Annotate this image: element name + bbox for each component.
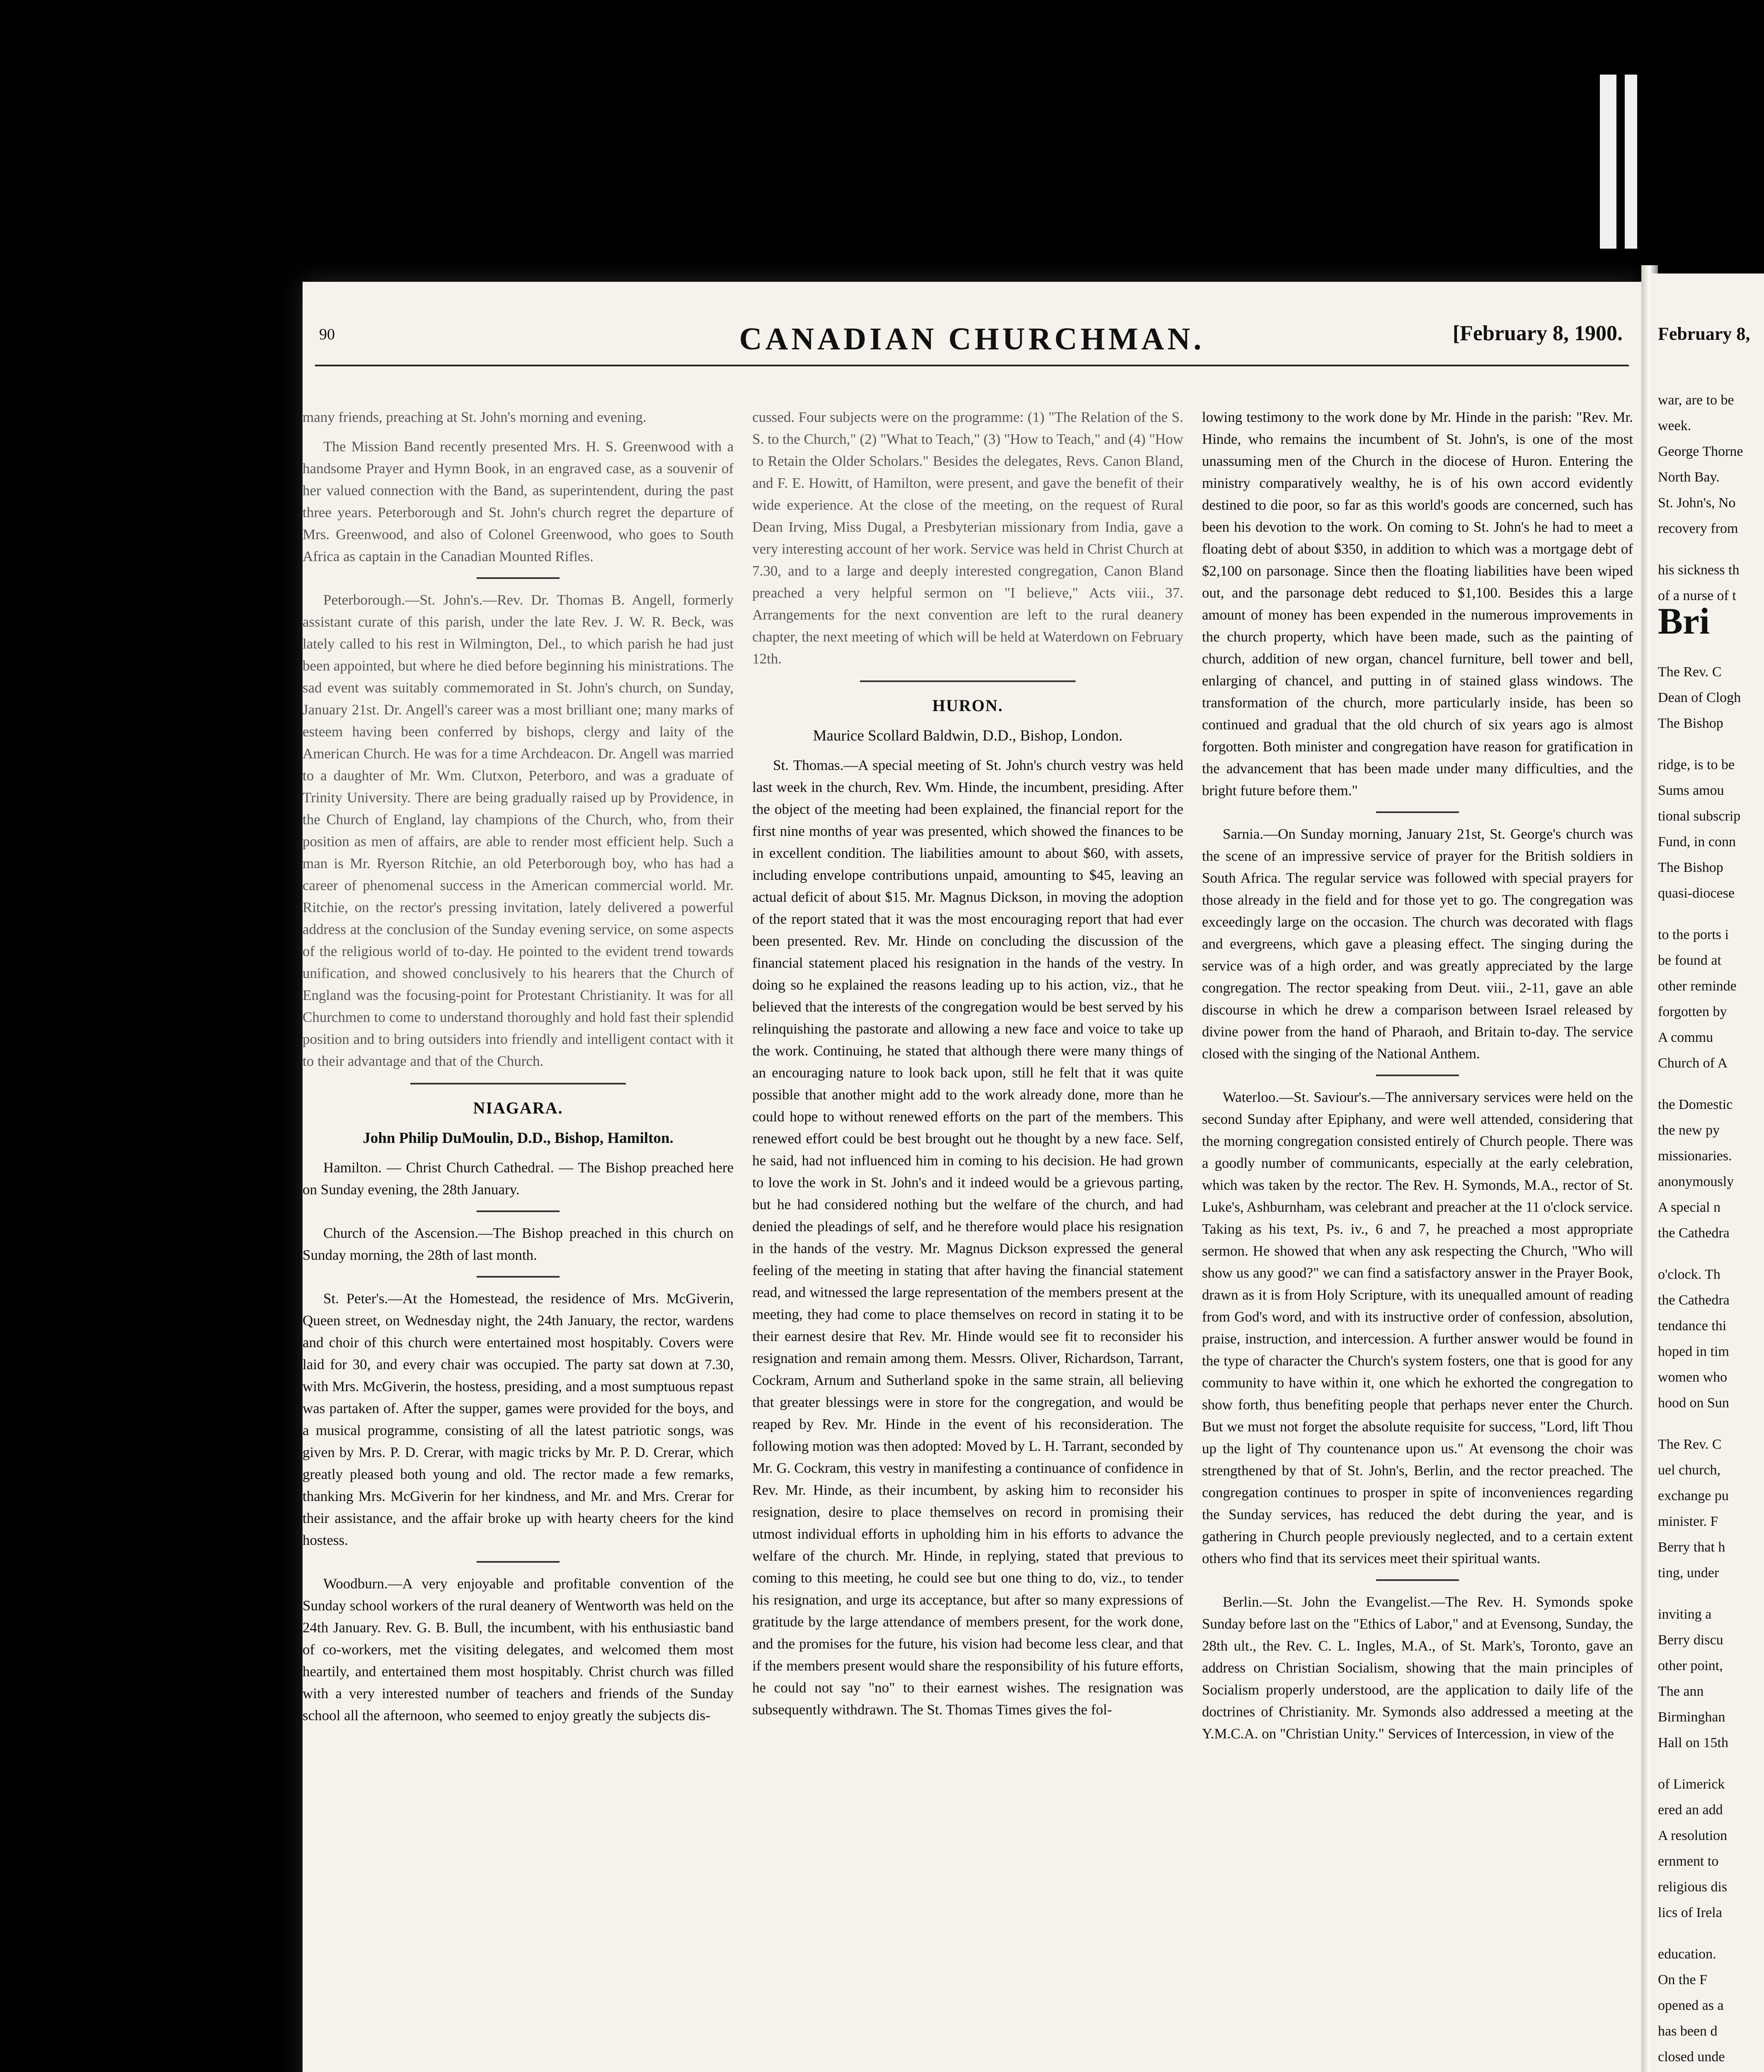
- section-rule: [860, 680, 1076, 682]
- article-paragraph: St. Thomas.—A special meeting of St. John's church vestry was held last week in the church, Rev. Wm. Hinde, the incumbent, presiding. After the object of the meeting had been explained, the financial report for the first nine months of year was presented, which showed the finances to be in excellent condition. The liabilities amount to about $60, with assets, including envelope contributions unpaid, amounting to $45, leaving an actual deficit of about $15. Mr. Magnus Dickson, in moving the adoption of the report stated that it was the most encouraging report that had ever been presented. Rev. Mr. Hinde on concluding the discussion of the financial statement placed his resignation in the hands of the vestry. In doing so he explained the reasons leading up to his action, viz., that he believed that the interests of the congregation would be best served by his relinquishing the pastorate and allowing a new face and voice to take up the work. Continuing, he stated that although there were many things of an encouraging nature to look back upon, still he felt that it was quite possible that another might add to the work already done, more than he could hope to without renewed efforts on the part of the members. This renewed effort could be best brought out he thought by a new face. Self, he said, had not influenced him in coming to his decision. He had grown to love the work in St. John's and it indeed would be a grievous parting, but he had considered nothing but the welfare of the church, and had denied the pleadings of self, and he therefore would place his resignation in the hands of the vestry. Mr. Magnus Dickson expressed the general feeling of the meeting in stating that after having the financial statement read, and witnessed the large representation of the members present at the meeting, they had come to place themselves on record in stating it to be their earnest desire that Rev. Mr. Hinde would see fit to reconsider his resignation and remain among them. Messrs. Oliver, Richardson, Tarrant, Cockram, Arnum and Sutherland spoke in the same strain, all believing that greater blessings were in store for the congregation, and would be reaped by Rev. Mr. Hinde in the event of his reconsideration. The following motion was then adopted: Moved by L. H. Tarrant, seconded by Mr. G. Cockram, this vestry in manifesting a continuance of confidence in Rev. Mr. Hinde, as their incumbent, by asking him to reconsider his resignation, desire to place themselves on record in promising their utmost individual efforts in upholding him in his efforts to advance the welfare of the church. Mr. Hinde, in replying, stated that previous to coming to this meeting, he could see but one thing to do, viz., to tender his resignation, and urge its acceptance, but after so many expressions of gratitude by the large attendance of members present, for the work done, and the promises for the future, his vision had become less clear, and that if the members present would share the responsibility of his future efforts, he could not say "no" to their earnest wishes. The resignation was subsequently withdrawn. The St. Thomas Times gives the fol-: [752, 757, 1184, 1718]
- adjacent-page-line: tendance thi: [1658, 1318, 1727, 1334]
- adjacent-page-line: A commu: [1658, 1030, 1713, 1045]
- adjacent-page-line: war, are to be: [1658, 392, 1734, 408]
- header-rule: [315, 365, 1629, 366]
- adjacent-page-line: opened as a: [1658, 1998, 1724, 2013]
- article-paragraph: lowing testimony to the work done by Mr. Hinde in the parish: "Rev. Mr. Hinde, who remains the incumbent of St. John's, is one of the most unassuming men of the Church in the diocese of Huron. Entering the ministry comparatively wealthy, he is of his own accord evidently destined to die poor, so far as this world's goods are concerned, such has been his devotion to the work. On coming to St. John's he had to meet a floating debt of about $350, in addition to which was a mortgage debt of $2,100 on parsonage. Since then the floating liabilities have been wiped out, and the parsonage debt reduced to $1,100. Besides this a large amount of money has been expended in the numerous improvements in the church property, which have been made, such as the painting of church, addition of new organ, chancel furniture, bell tower and bell, enlarging of chancel, and putting in of stained glass windows. The transformation of the church, more particularly inside, has been so continued and gradual that the old church of six years ago is almost forgotten. Both minister and congregation have reason for gratification in the advancement that has been made under many difficulties, and the bright future before them.": [1202, 409, 1633, 799]
- adjacent-page-line: other point,: [1658, 1658, 1723, 1673]
- section-rule: [410, 1083, 626, 1084]
- article-paragraph: cussed. Four subjects were on the programme: (1) "The Relation of the S. S. to the Church," (2) "What to Teach," (3) "How to Teach," and (4) "How to Retain the Older Scholars." Besides the delegates, Revs. Canon Bland, and F. E. Howitt, of Hamilton, were present, and gave the benefit of their wide experience. At the close of the meeting, on the request of Rural Dean Irving, Miss Dugal, a Presbyterian missionary from India, gave a very interesting account of her work. Service was held in Christ Church at 7.30, and to a large and deeply interested congregation, Canon Bland preached a very helpful sermon on "I believe," Acts viii., 37. Arrangements for the next convention are left to the rural deanery chapter, the next meeting of which will be held at Waterdown on February 12th.: [752, 409, 1183, 667]
- publication-title: CANADIAN CHURCHMAN.: [739, 322, 1205, 356]
- adjacent-page-line: recovery from: [1658, 521, 1738, 536]
- article-paragraph: St. Peter's.—At the Homestead, the residence of Mrs. McGiverin, Queen street, on Wednesday night, the 24th January, the rector, wardens and choir of this church were entertained most hospitably. Covers were laid for 30, and every chair was occupied. The party sat down at 7.30, with Mrs. McGiverin, the hostess, presiding, and a most sumptuous repast was partaken of. After the supper, games were provided for the boys, and a musical programme, consisting of all the latest patriotic songs, was given by Mrs. P. D. Crerar, with magic tricks by Mr. P. D. Crerar, which greatly pleased both young and old. The rector made a few remarks, thanking Mrs. McGiverin for her kindness, and Mr. and Mrs. Crerar for their assistance, and the affair broke up with hearty cheers for the kind hostess.: [303, 1290, 734, 1548]
- adjacent-page-line: the Cathedra: [1658, 1225, 1730, 1241]
- adjacent-page-line: North Bay.: [1658, 470, 1720, 485]
- column-2: [752, 406, 1183, 1728]
- issue-date: [February 8, 1900.: [1452, 322, 1623, 345]
- adjacent-page-line: ting, under: [1658, 1565, 1719, 1581]
- adjacent-page-line: St. John's, No: [1658, 495, 1736, 511]
- adjacent-page-line: to the ports i: [1658, 927, 1729, 942]
- article-paragraph: Berlin.—St. John the Evangelist.—The Rev. H. Symonds spoke Sunday before last on the "Ethics of Labor," and at Evensong, Sunday, the 28th ult., the Rev. C. L. Ingles, M.A., of St. Mark's, Toronto, gave an address on Christian Socialism, showing that the main principles of Socialism properly understood, are the application to daily life of the doctrines of Christianity. Mr. Symonds also addressed a meeting at the Y.M.C.A. on "Christian Unity." Services of Intercession, in view of the: [1202, 1594, 1633, 1742]
- masthead: [303, 321, 1641, 358]
- bishop-line: John Philip DuMoulin, D.D., Bishop, Hamilton.: [363, 1130, 674, 1147]
- adjacent-page-line: hoped in tim: [1658, 1344, 1729, 1359]
- adjacent-page-line: Fund, in conn: [1658, 834, 1736, 850]
- scan-mark: [1625, 75, 1637, 249]
- adjacent-page-line: Berry discu: [1658, 1632, 1723, 1648]
- page-number: 90: [319, 326, 335, 343]
- adjacent-page-line: o'clock. Th: [1658, 1267, 1720, 1282]
- adjacent-page-line: week.: [1658, 418, 1691, 433]
- adjacent-page-line: Bri: [1658, 601, 1710, 642]
- newspaper-page: [303, 282, 1641, 2072]
- adjacent-page-line: Birminghan: [1658, 1709, 1725, 1725]
- column-3: [1202, 406, 1633, 1752]
- adjacent-page-line: other reminde: [1658, 978, 1737, 994]
- scan-mark: [1600, 75, 1616, 249]
- adjacent-page-line: the Domestic: [1658, 1097, 1733, 1112]
- adjacent-page-line: education.: [1658, 1946, 1716, 1962]
- adjacent-page-line: missionaries.: [1658, 1148, 1732, 1164]
- adjacent-page-line: hood on Sun: [1658, 1395, 1729, 1411]
- adjacent-page-line: has been d: [1658, 2024, 1718, 2039]
- adjacent-page-line: minister. F: [1658, 1514, 1718, 1529]
- article-paragraph: Church of the Ascension.—The Bishop preached in this church on Sunday morning, the 28th of last month.: [303, 1225, 734, 1263]
- adjacent-page-line: be found at: [1658, 953, 1721, 968]
- article-paragraph: Hamilton. — Christ Church Cathedral. — The Bishop preached here on Sunday evening, the 28th January.: [303, 1159, 734, 1198]
- adjacent-page-line: the new py: [1658, 1123, 1720, 1138]
- adjacent-page-line: lics of Irela: [1658, 1905, 1722, 1920]
- adjacent-page-line: his sickness th: [1658, 562, 1740, 578]
- adjacent-page-line: The Bishop: [1658, 860, 1723, 875]
- adjacent-page-line: On the F: [1658, 1972, 1707, 1987]
- bishop-line: Maurice Scollard Baldwin, D.D., Bishop, London.: [813, 727, 1123, 744]
- article-paragraph: Peterborough.—St. John's.—Rev. Dr. Thomas B. Angell, formerly assistant curate of this parish, under the late Rev. J. W. R. Beck, was lately called to his rest in Wilmington, Del., to which parish he had just been appointed, but where he died before beginning his ministrations. The sad event was suitably commemorated in St. John's church, on Sunday, January 21st. Dr. Angell's career was a most brilliant one; many marks of esteem having been conferred by bishops, clergy and laity of the American Church. He was for a time Archdeacon. Dr. Angell was married to a daughter of Mr. Wm. Clutxon, Peterboro, and was a graduate of Trinity University. There are being gradually raised up by Providence, in the Church of England, lay champions of the Church, who, from their position as men of affairs, are able to render most efficient help. Such a man is Mr. Ryerson Ritchie, an old Peterborough boy, who has had a career of phenomenal success in the American commercial world. Mr. Ritchie, on the rector's pressing invitation, lately delivered a powerful address at the conclusion of the Sunday evening service, on some aspects of the religious world of to-day. He pointed to the evident trend towards unification, and showed conclusively to his hearers that the Church of England was the focusing-point for Protestant Christianity. It was for all Churchmen to come to understand thoroughly and hold fast their splendid position and to bring outsiders into friendly and intelligent contact with it to their advantage and that of the Church.: [303, 592, 734, 1069]
- adjacent-page-line: quasi-diocese: [1658, 886, 1735, 901]
- article-paragraph: The Mission Band recently presented Mrs. H. S. Greenwood with a handsome Prayer and Hymn Book, in an engraved case, as a souvenir of her valued connection with the Band, as superintendent, during the past three years. Peterborough and St. John's church regret the departure of Mrs. Greenwood, and also of Colonel Greenwood, who goes to South Africa as captain in the Canadian Mounted Rifles.: [303, 438, 734, 564]
- adjacent-page-line: religious dis: [1658, 1879, 1728, 1895]
- article-paragraph: many friends, preaching at St. John's morning and evening.: [303, 409, 647, 425]
- adjacent-page-line: ered an add: [1658, 1802, 1723, 1818]
- separator: [1376, 1075, 1459, 1076]
- separator: [477, 1210, 560, 1212]
- article-paragraph: Waterloo.—St. Saviour's.—The anniversary services were held on the second Sunday after Epiphany, and were well attended, considering that the morning congregation consisted entirely of Church people. There was a goodly number of communicants, especially at the early celebration, which was taken by the rector. The Rev. H. Symonds, M.A., rector of St. Luke's, Ashburnham, was celebrant and preacher at the 11 o'clock service. Taking as his text, Ps. iv., 6 and 7, he preached a most appropriate sermon. He showed that when any ask respecting the Church, "Who will show us any good?" we can find a satisfactory answer in the Prayer Book, drawn as it is from Holy Scripture, with its unequalled amount of reading from God's word, and with its instructive order of confession, absolution, praise, instruction, and intercession. A further answer would be found in the type of character the Church's system fosters, one that is good for any community to have within it, one which he exhorted the congregation to show forth, thus benefiting people that perhaps never enter the Church. But we must not forget the absolute requisite for success, "Lord, lift Thou up the light of Thy countenance upon us." At evensong the choir was strengthened by that of St. John's, Berlin, and the rector preached. The congregation continues to prosper in spite of inconveniences regarding the Sunday services, has reduced the debt during the year, and is gathering in Church people previously neglected, and to a certain extent others who find that its services meet their spiritual wants.: [1202, 1089, 1633, 1566]
- adjacent-page-line: ridge, is to be: [1658, 757, 1735, 772]
- adjacent-page-line: closed unde: [1658, 2049, 1725, 2065]
- section-heading-huron: HURON.: [932, 696, 1003, 715]
- adjacent-page-line: exchange pu: [1658, 1488, 1729, 1503]
- adjacent-page-line: Hall on 15th: [1658, 1735, 1728, 1750]
- separator: [1376, 811, 1459, 813]
- adjacent-page-line: The Bishop: [1658, 716, 1723, 731]
- adjacent-page-line: of a nurse of t: [1658, 588, 1736, 603]
- adjacent-page-line: A special n: [1658, 1200, 1721, 1215]
- adjacent-page-line: The ann: [1658, 1684, 1704, 1699]
- adjacent-page-line: ernment to: [1658, 1854, 1719, 1869]
- adjacent-page-line: of Limerick: [1658, 1777, 1725, 1792]
- adjacent-page-line: the Cathedra: [1658, 1293, 1730, 1308]
- adjacent-page-line: A resolution: [1658, 1828, 1728, 1843]
- section-heading-niagara: NIAGARA.: [473, 1099, 563, 1117]
- adjacent-page-line: Dean of Clogh: [1658, 690, 1741, 705]
- article-paragraph: Woodburn.—A very enjoyable and profitable convention of the Sunday school workers of the rural deanery of Wentworth was held on the 24th January. Rev. G. B. Bull, the incumbent, with his enthusiastic band of co-workers, met the visiting delegates, and welcomed them most heartily, and entertained them most hospitably. Christ church was filled with a very interested number of teachers and friends of the Sunday school all the afternoon, who seemed to enjoy greatly the subjects dis-: [303, 1576, 734, 1723]
- separator: [477, 1276, 560, 1278]
- adjacent-page-line: The Rev. C: [1658, 1437, 1722, 1452]
- adjacent-page-header: February 8,: [1658, 324, 1750, 344]
- adjacent-page-line: inviting a: [1658, 1607, 1712, 1622]
- separator: [477, 577, 560, 579]
- adjacent-page-line: uel church,: [1658, 1462, 1721, 1478]
- adjacent-page-line: tional subscrip: [1658, 808, 1741, 824]
- article-paragraph: Sarnia.—On Sunday morning, January 21st, St. George's church was the scene of an impressive service of prayer for the British soldiers in South Africa. The regular service was followed with special prayers for those already in the field and for those yet to go. The congregation was exceedingly large on the occasion. The church was decorated with flags and evergreens, which gave a pleasing effect. The singing during the service was of a high order, and was greatly appreciated by the large congregation. The rector speaking from Deut. viii., 2-11, gave an able discourse in which he drew a comparison between Israel released by divine power from the hand of Pharaoh, and Britain to-day. The service closed with the singing of the National Anthem.: [1202, 826, 1633, 1062]
- adjacent-page-line: forgotten by: [1658, 1004, 1727, 1019]
- adjacent-page-line: anonymously: [1658, 1174, 1734, 1189]
- column-1: [303, 406, 734, 1734]
- adjacent-page-fragment: [1650, 274, 1764, 2072]
- separator: [477, 1561, 560, 1563]
- adjacent-page-line: Berry that h: [1658, 1539, 1725, 1555]
- adjacent-page-line: The Rev. C: [1658, 664, 1722, 680]
- separator: [1376, 1579, 1459, 1581]
- adjacent-page-line: women who: [1658, 1370, 1728, 1385]
- adjacent-page-line: George Thorne: [1658, 444, 1743, 459]
- adjacent-page-line: Church of A: [1658, 1055, 1728, 1071]
- adjacent-page-line: Sums amou: [1658, 783, 1724, 798]
